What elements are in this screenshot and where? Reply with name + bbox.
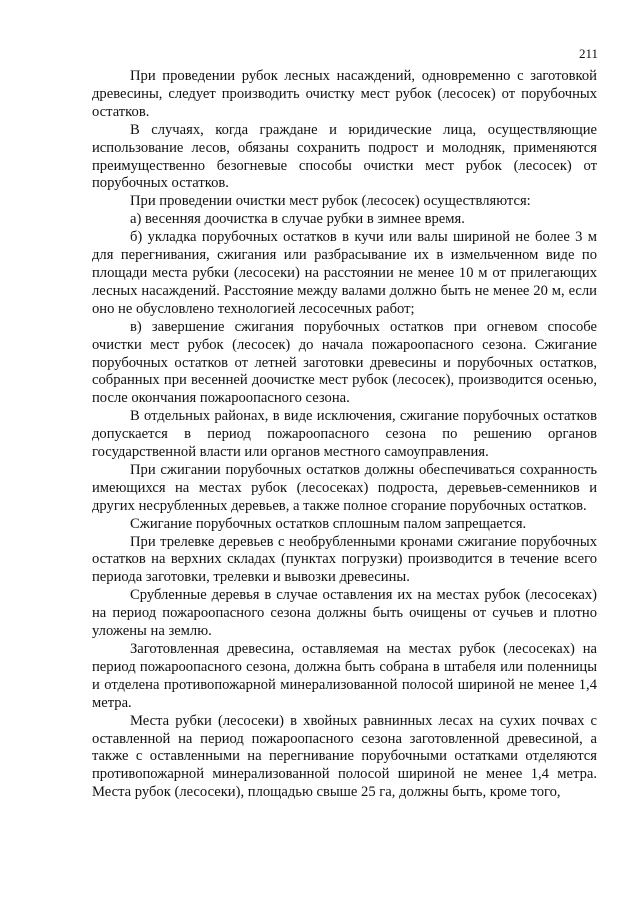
paragraph: Срубленные деревья в случае оставления их на местах рубок (лесосеках) на период пожароопасного сезона должны быть очищены от сучьев и плотно уложены на землю. bbox=[92, 587, 597, 640]
paragraph: Сжигание порубочных остатков сплошным палом запрещается. bbox=[130, 515, 527, 532]
body-text bbox=[92, 68, 597, 802]
list-item: а) весенняя доочистка в случае рубки в зимнее время. bbox=[130, 211, 465, 228]
paragraph: В случаях, когда граждане и юридические лица, осуществляющие использование лесов, обязаны сохранить подрост и молодняк, применяются преимущественно безогневые способы очистки мест рубок (лесосек) от порубочных остатков. bbox=[92, 121, 597, 192]
paragraph: При сжигании порубочных остатков должны обеспечиваться сохранность имеющихся на местах рубок (лесосеках) подроста, деревьев-семенников и других несрубленных деревьев, а также полное сгорание порубочных остатков. bbox=[92, 461, 597, 514]
list-item: в) завершение сжигания порубочных остатков при огневом способе очистки мест рубок (лесосек) до начала пожароопасного сезона. Сжигание порубочных остатков от летней заготовки древесины и порубочных остатков, собранных при весенней доочистке мест рубок (лесосек), производится осенью, после окончания пожароопасного сезона. bbox=[92, 318, 597, 407]
paragraph: Заготовленная древесина, оставляемая на местах рубок (лесосеках) на период пожароопасного сезона, должна быть собрана в штабеля или поленницы и отделена противопожарной минерализованной полосой шириной не менее 1,4 метра. bbox=[92, 641, 597, 711]
paragraph: В отдельных районах, в виде исключения, сжигание порубочных остатков допускается в период пожароопасного сезона по решению органов государственной власти или органов местного самоуправления. bbox=[92, 408, 597, 461]
paragraph: При трелевке деревьев с необрубленными кронами сжигание порубочных остатков на верхних складах (пунктах погрузки) производится в течение всего периода заготовки, трелевки и вывозки древесины. bbox=[92, 533, 597, 586]
page-number: 211 bbox=[578, 46, 598, 61]
paragraph: При проведении рубок лесных насаждений, одновременно с заготовкой древесины, следует производить очистку мест рубок (лесосек) от порубочных остатков. bbox=[92, 68, 597, 120]
paragraph: Места рубки (лесосеки) в хвойных равнинных лесах на сухих почвах с оставленной на период пожароопасного сезона заготовленной древесиной, а также с оставленными на перегнивание порубочными остатками отделяются противопожарной минерализованной полосой шириной не менее 1,4 метра. Места рубок (лесосеки), площадью свыше 25 га, должны быть, кроме того, bbox=[92, 712, 597, 801]
paragraph: При проведении очистки мест рубок (лесосек) осуществляются: bbox=[130, 193, 531, 210]
list-item: б) укладка порубочных остатков в кучи или валы шириной не более 3 м для перегнивания, сжигания или разбрасывание их в измельченном виде по площади места рубки (лесосеки) на расстоянии не менее 10 м от прилегающих лесных насаждений. Расстояние между валами должно быть не менее 20 м, если оно не обусловлено технологией лесосечных работ; bbox=[92, 229, 597, 317]
